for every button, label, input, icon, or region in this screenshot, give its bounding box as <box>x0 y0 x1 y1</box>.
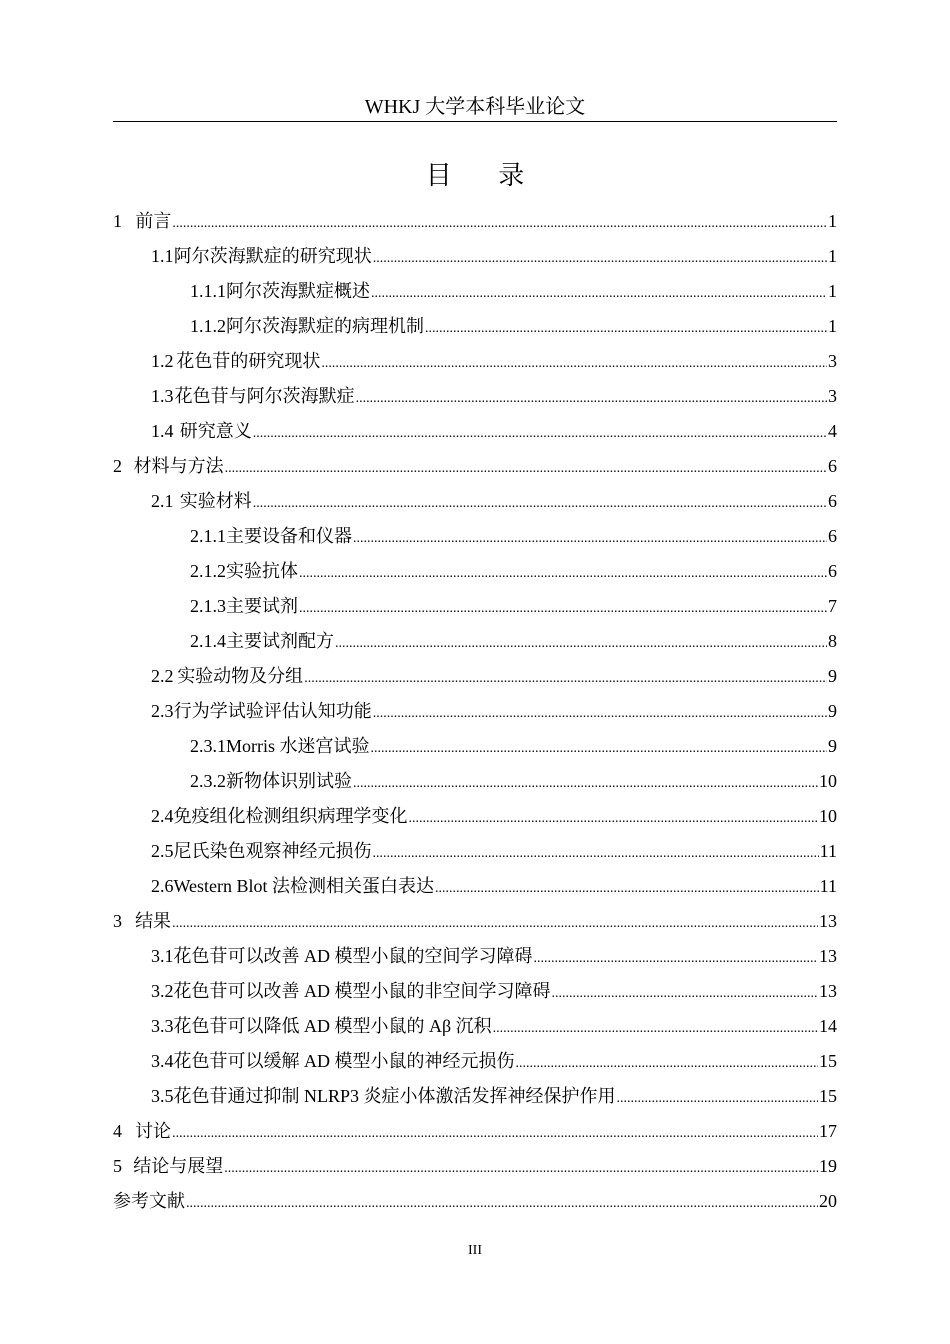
toc-dot-leader <box>373 836 819 871</box>
toc-entry-number: 1.4 <box>151 421 174 441</box>
toc-entry-number: 1.2 <box>151 351 174 371</box>
toc-entry-title: 结果 <box>135 911 172 931</box>
toc-entry[interactable] <box>113 1149 837 1184</box>
toc-entry-title: 参考文献 <box>113 1191 185 1211</box>
toc-entry-number: 3.5 <box>151 1086 174 1106</box>
toc-entry[interactable] <box>113 939 837 974</box>
toc-dot-leader <box>172 206 827 241</box>
toc-entry-page: 6 <box>828 561 837 581</box>
toc-entry[interactable] <box>113 1044 837 1079</box>
toc-dot-leader <box>186 1186 818 1221</box>
toc-entry-title: 实验抗体 <box>226 561 298 581</box>
toc-entry-page: 9 <box>828 736 837 756</box>
toc-entry-page: 11 <box>819 841 837 861</box>
toc-entry[interactable] <box>113 484 837 519</box>
toc-entry-title: 前言 <box>135 211 172 231</box>
toc-entry-title: 讨论 <box>135 1121 172 1141</box>
toc-dot-leader <box>353 766 818 801</box>
toc-entry-page: 19 <box>819 1156 837 1176</box>
toc-entry[interactable] <box>113 834 837 869</box>
toc-entry-number: 5 <box>113 1156 122 1176</box>
toc-entry[interactable] <box>113 309 837 344</box>
toc-dot-leader <box>172 1116 818 1151</box>
toc-entry-page: 1 <box>828 246 837 266</box>
toc-entry-number: 2.1 <box>151 491 174 511</box>
toc-entry-number: 3 <box>113 911 122 931</box>
toc-dot-leader <box>253 416 827 451</box>
toc-dot-leader <box>552 976 819 1011</box>
toc-entry-title: 研究意义 <box>179 421 252 441</box>
toc-entry-title: 花色苷可以改善 AD 模型小鼠的空间学习障碍 <box>173 946 533 966</box>
toc-entry-number: 2.5 <box>151 841 174 861</box>
toc-dot-leader <box>373 696 827 731</box>
toc-entry[interactable] <box>113 274 837 309</box>
toc-title: 目 录 <box>425 161 545 190</box>
toc-entry-title: 阿尔茨海默症的病理机制 <box>226 316 424 336</box>
toc-entry-title: 材料与方法 <box>133 456 224 476</box>
toc-dot-leader <box>617 1081 818 1116</box>
toc-entry-title: 结论与展望 <box>133 1156 224 1176</box>
toc-entry-page: 13 <box>819 911 837 931</box>
toc-entry-number: 2.2 <box>151 666 174 686</box>
toc-entry-page: 7 <box>828 596 837 616</box>
toc-entry-number: 2.1.2 <box>190 561 226 581</box>
toc-dot-leader <box>321 346 827 381</box>
toc-dot-leader <box>353 521 827 556</box>
toc-entry-page: 11 <box>819 876 837 896</box>
toc-entry-page: 17 <box>819 1121 837 1141</box>
toc-entry[interactable] <box>113 554 837 589</box>
toc-entry-page: 9 <box>828 701 837 721</box>
toc-entry-page: 6 <box>828 491 837 511</box>
toc-entry[interactable] <box>113 904 837 939</box>
toc-entry-number: 3.2 <box>151 981 174 1001</box>
toc-dot-leader <box>335 626 827 661</box>
toc-entry-number: 2.3.1 <box>190 736 226 756</box>
toc-entry-page: 4 <box>828 421 837 441</box>
toc-dot-leader <box>425 311 827 346</box>
toc-entry-page: 14 <box>819 1016 837 1036</box>
toc-entry-number: 3.3 <box>151 1016 174 1036</box>
toc-entry-title: Morris 水迷宫试验 <box>226 736 370 756</box>
toc-entry[interactable] <box>113 204 837 239</box>
toc-entry-page: 6 <box>828 526 837 546</box>
toc-entry-number: 1.1 <box>151 246 174 266</box>
toc-entry-page: 3 <box>828 386 837 406</box>
toc-entry-title: 花色苷可以改善 AD 模型小鼠的非空间学习障碍 <box>173 981 551 1001</box>
toc-entry-page: 6 <box>828 456 837 476</box>
toc-entry-number: 4 <box>113 1121 122 1141</box>
toc-entry-number: 2.3 <box>151 701 174 721</box>
page-header <box>113 92 837 122</box>
toc-entry-number: 1.1.2 <box>190 316 226 336</box>
toc-entry-number: 2.4 <box>151 806 174 826</box>
toc-dot-leader <box>299 591 827 626</box>
toc-entry[interactable] <box>113 869 837 904</box>
toc-entry-number: 2.6 <box>151 876 174 896</box>
toc-entry[interactable] <box>113 239 837 274</box>
toc-dot-leader <box>435 871 819 906</box>
toc-entry-number: 1 <box>113 211 122 231</box>
page-number: III <box>468 1243 482 1258</box>
toc-entry-number: 3.4 <box>151 1051 174 1071</box>
toc-entry-page: 1 <box>828 316 837 336</box>
toc-dot-leader <box>493 1011 818 1046</box>
toc-entry[interactable] <box>113 729 837 764</box>
toc-entry-number: 1.3 <box>151 386 174 406</box>
header-rule <box>113 121 837 122</box>
toc-entry-page: 3 <box>828 351 837 371</box>
toc-entry[interactable] <box>113 624 837 659</box>
toc-dot-leader <box>224 1151 818 1186</box>
toc-dot-leader <box>371 731 828 766</box>
toc-dot-leader <box>516 1046 819 1081</box>
toc-entry-title: 阿尔茨海默症的研究现状 <box>173 246 372 266</box>
toc-entry[interactable] <box>113 1079 837 1114</box>
toc-entry[interactable] <box>113 1184 837 1219</box>
toc-entry[interactable] <box>113 1009 837 1044</box>
toc-dot-leader <box>225 451 827 486</box>
toc-dot-leader <box>409 801 819 836</box>
toc-entry-page: 8 <box>828 631 837 651</box>
toc-entry[interactable] <box>113 1114 837 1149</box>
toc-entry[interactable] <box>113 799 837 834</box>
toc-entry-title: 花色苷与阿尔茨海默症 <box>174 386 355 406</box>
toc-entry-page: 10 <box>819 771 837 791</box>
toc-entry-title: 阿尔茨海默症概述 <box>226 281 370 301</box>
toc-entry-page: 15 <box>819 1051 837 1071</box>
toc-entry[interactable] <box>113 519 837 554</box>
toc-entry-number: 3.1 <box>151 946 174 966</box>
toc-entry-title: 行为学试验评估认知功能 <box>173 701 372 721</box>
toc-entry-number: 2.3.2 <box>190 771 226 791</box>
toc-entry-number: 1.1.1 <box>190 281 226 301</box>
toc-entry-title: 花色苷可以降低 AD 模型小鼠的 Aβ 沉积 <box>173 1016 492 1036</box>
toc-entry-page: 9 <box>828 666 837 686</box>
toc-dot-leader <box>373 241 827 276</box>
toc-entry[interactable] <box>113 694 837 729</box>
table-of-contents <box>113 204 837 1219</box>
toc-entry-number: 2.1.4 <box>190 631 226 651</box>
toc-entry[interactable] <box>113 344 837 379</box>
toc-entry-title: 花色苷的研究现状 <box>176 351 321 371</box>
toc-dot-leader <box>304 661 827 696</box>
toc-entry-number: 2 <box>113 456 122 476</box>
toc-entry-page: 10 <box>819 806 837 826</box>
toc-entry-title: 花色苷通过抑制 NLRP3 炎症小体激活发挥神经保护作用 <box>173 1086 616 1106</box>
toc-entry[interactable] <box>113 414 837 449</box>
toc-dot-leader <box>356 381 827 416</box>
toc-entry[interactable] <box>113 659 837 694</box>
toc-entry-page: 1 <box>828 211 837 231</box>
toc-entry-title: 主要试剂配方 <box>226 631 334 651</box>
toc-entry[interactable] <box>113 764 837 799</box>
toc-entry[interactable] <box>113 379 837 414</box>
toc-entry-title: 免疫组化检测组织病理学变化 <box>173 806 408 826</box>
toc-entry-number: 2.1.1 <box>190 526 226 546</box>
toc-dot-leader <box>253 486 827 521</box>
toc-entry-number: 2.1.3 <box>190 596 226 616</box>
toc-entry[interactable] <box>113 974 837 1009</box>
toc-entry-title: 实验材料 <box>179 491 252 511</box>
toc-entry-page: 13 <box>819 946 837 966</box>
toc-entry-title: 尼氏染色观察神经元损伤 <box>173 841 372 861</box>
toc-entry-title: Western Blot 法检测相关蛋白表达 <box>173 876 435 896</box>
toc-entry[interactable] <box>113 449 837 484</box>
toc-entry-page: 15 <box>819 1086 837 1106</box>
toc-dot-leader <box>172 906 818 941</box>
toc-entry[interactable] <box>113 589 837 624</box>
toc-entry-title: 新物体识别试验 <box>226 771 352 791</box>
toc-entry-title: 花色苷可以缓解 AD 模型小鼠的神经元损伤 <box>173 1051 515 1071</box>
toc-dot-leader <box>534 941 819 976</box>
toc-dot-leader <box>299 556 827 591</box>
toc-entry-page: 1 <box>828 281 837 301</box>
header-title: WHKJ 大学本科毕业论文 <box>364 96 586 118</box>
toc-entry-title: 主要试剂 <box>226 596 298 616</box>
toc-entry-page: 20 <box>819 1191 837 1211</box>
toc-dot-leader <box>371 276 827 311</box>
toc-entry-title: 实验动物及分组 <box>177 666 304 686</box>
toc-entry-title: 主要设备和仪器 <box>226 526 352 546</box>
toc-entry-page: 13 <box>819 981 837 1001</box>
